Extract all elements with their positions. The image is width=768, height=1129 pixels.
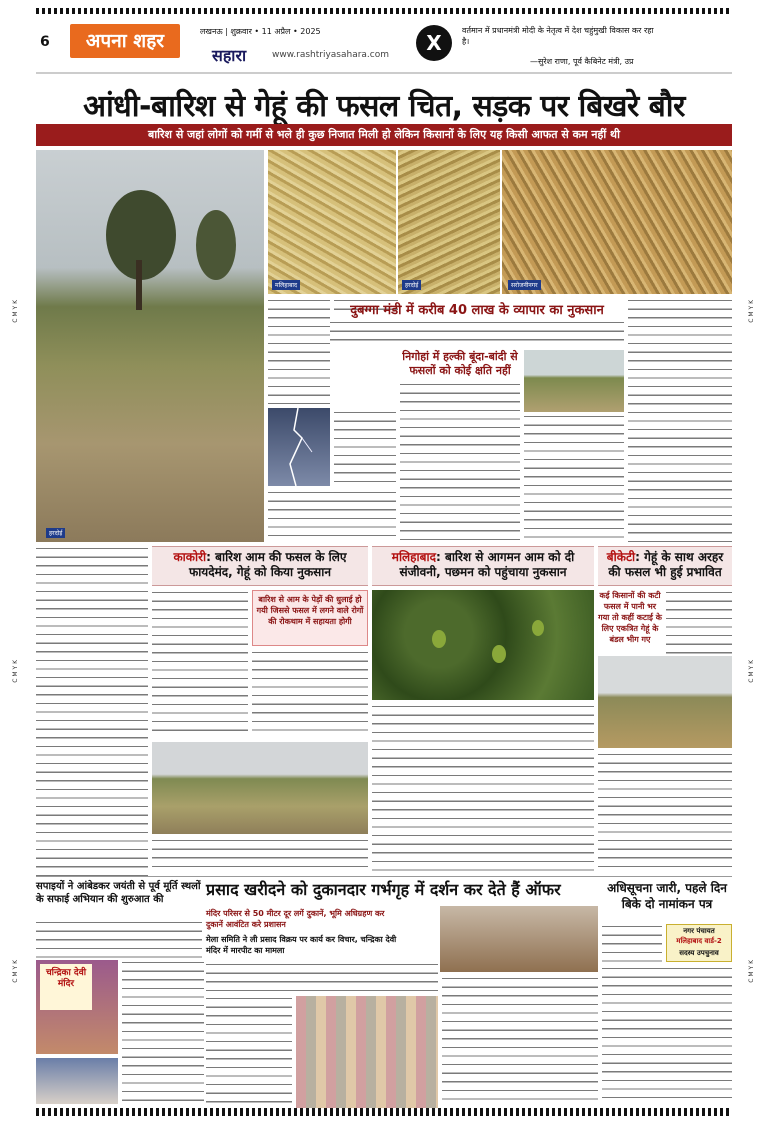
story-headline-ambedkar: सपाइयों ने आंबेडकर जयंती से पूर्व मूर्ति स्थलों के सफाई अभियान की शुरुआत की [36,881,201,905]
photo-mango-tree [372,590,594,700]
photo-caption: सरोजनीनगर [508,280,541,290]
photo-fallen-wheat-1 [268,150,396,294]
page-number: 6 [40,34,50,50]
article-text-column [598,752,732,872]
article-text-column [334,410,396,488]
section-title-bkt: बीकेटी: गेहूं के साथ अरहर की फसल भी हुई प्रभावित [606,550,724,579]
tweet-quote: वर्तमान में प्रधानमंत्री मोदी के नेतृत्व में देश चहुंमुखी विकास कर रहा है। [462,26,654,46]
section-rule [36,876,732,877]
pullquote-text: बारिश से आम के पेड़ों की धुलाई हो गयी जिससे फसल में लगने वाले रोगों की रोकथाम में सहायता होगी [256,595,364,626]
section-title-kakori: काकोरी: बारिश आम की फसल के लिए फायदेमंद, गेहूं को किया नुकसान [173,550,347,579]
article-text-column [602,966,732,1104]
article-text-column [152,590,248,738]
section-title-malihabad: मलिहाबाद: बारिश से आगमन आम को दी संजीवनी, पछमन को पहुंचाया नुकसान [391,550,575,579]
box-headline-dubagga: दुबग्गा मंडी में करीब 40 लाख के व्यापार का नुकसान [350,303,604,318]
x-logo-icon: X [416,25,452,61]
article-text-column [666,590,732,654]
story-subhead-mela: मेला समिति ने ली प्रसाद विक्रय पर कार्य कर विचार, चन्द्रिका देवी मंदिर में मारपीट का मामला [206,935,397,955]
main-subheadline: बारिश से जहां लोगों को गर्मी से भले ही कुछ निजात मिली हो लेकिन किसानों के लिए यह किसी आफत से कम नहीं थी [36,124,732,146]
article-text-column [268,298,330,404]
article-text-column [400,382,520,542]
article-text-column [206,996,292,1104]
photo-harvested-field [598,656,732,748]
photo-cleaning-campaign [36,1058,118,1104]
dateline: लखनऊ | शुक्रवार • 11 अप्रैल • 2025 [200,27,321,36]
main-headline: आंधी-बारिश से गेहूं की फसल चित, सड़क पर बिखरे बौर [83,89,685,124]
story-subhead-temple: मंदिर परिसर से 50 मीटर दूर लगें दुकानें, भूमि अधिग्रहण कर दुकानें आवंटित करे प्रशासन [206,909,385,929]
photo-caption: मलिहाबाद [272,280,300,290]
cmyk-mark: C M Y K [748,960,755,983]
photo-temple-crowd [36,960,118,1054]
article-text-column [122,960,204,1104]
story-headline-prasad: प्रसाद खरीदने को दुकानदार गर्भगृह में दर्शन कर देते हैं ऑफर [206,880,561,899]
paper-url: www.rashtriyasahara.com [272,50,390,60]
box-headline-nigohan: निगोहां में हल्की बूंदा-बांदी से फसलों को कोई क्षति नहीं [402,350,518,377]
photo-fallen-wheat-3 [502,150,732,294]
section-brand: अपना शहर [70,24,180,58]
photo-farm-field [524,350,624,412]
print-register-marks [36,8,732,14]
article-text-column [252,650,368,738]
photo-temple-interior [296,996,438,1108]
print-register-marks [36,1108,732,1116]
cmyk-mark: C M Y K [12,300,19,323]
photo-fallen-wheat-2 [398,150,500,294]
photo-caption: हरदोई [402,280,421,290]
article-text-column [36,920,202,958]
cmyk-mark: C M Y K [748,300,755,323]
paper-name: सहारा [212,46,247,65]
cmyk-mark: C M Y K [12,660,19,683]
header-rule [36,72,732,74]
cmyk-mark: C M Y K [12,960,19,983]
article-text-column [330,320,624,344]
photo-field-kakori [152,742,368,834]
article-text-column [36,546,148,876]
lightning-icon [268,408,330,486]
article-text-column [628,298,732,542]
article-text-column [268,490,396,542]
info-box-line: नगर पंचायत [683,927,715,935]
article-text-column [206,962,438,992]
cmyk-mark: C M Y K [748,660,755,683]
photo-lightning [268,408,330,486]
temple-label: चन्द्रिका देवी मंदिर [45,968,87,989]
article-text-column [524,414,624,542]
pullquote-text: कई किसानों की कटी फसल में पानी भर गया तो कहीं कटाई के लिए एकत्रित गेहूं के बंडल भीग गए [598,591,662,644]
photo-wheat-field-trees [36,150,264,542]
photo-temple-shops [440,906,598,972]
article-text-column [442,976,598,1104]
article-text-column [602,924,662,964]
photo-caption: हरदोई [46,528,65,538]
article-text-column [372,704,594,872]
info-box-line: सदस्य उपचुनाव [679,949,719,957]
info-box-line: मलिहाबाद वार्ड-2 [676,937,722,945]
article-text-column [152,838,368,872]
tweet-author: —सुरेश राणा, पूर्व कैबिनेट मंत्री, उप्र [530,57,634,66]
story-headline-notification: अधिसूचना जारी, पहले दिन बिके दो नामांकन पत्र [607,881,727,911]
